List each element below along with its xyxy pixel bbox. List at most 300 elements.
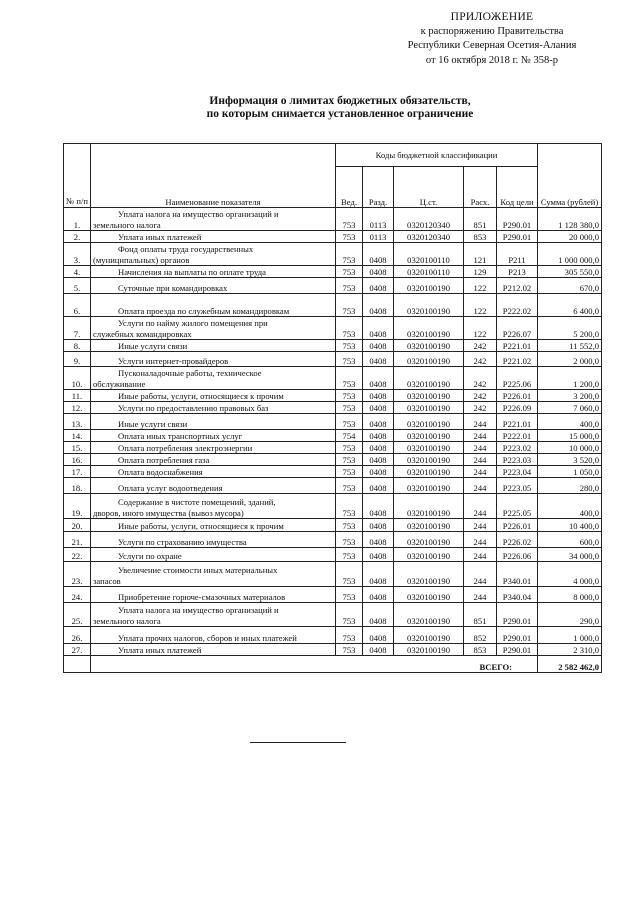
row-name-line: Уплата иных платежей [118,644,202,655]
signature-line [250,742,346,743]
row-cst: 0320120340 [394,208,464,231]
row-razd: 0408 [363,494,394,519]
row-ved: 754 [336,430,363,442]
row-sum: 2 310,0 [538,644,602,656]
row-name-line: Оплата иных транспортных услуг [118,430,243,441]
row-sum: 600,0 [538,532,602,548]
row-number: 18. [64,478,91,494]
row-name [91,231,336,243]
row-kod: P290.01 [497,627,538,644]
row-cst: 0320100190 [394,603,464,627]
header-date-line: от 16 октября 2018 г. № 358-р [425,54,559,66]
row-name [91,442,336,454]
row-cst: 0320100190 [394,340,464,352]
header-line-3: Республики Северная Осетия-Алания [407,40,577,51]
row-ras: 244 [464,478,497,494]
title-line-1: Информация о лимитах бюджетных обязательств, [209,95,471,107]
row-cst: 0320100190 [394,548,464,562]
row-name-line: Иные услуги связи [118,418,188,429]
row-razd: 0408 [363,317,394,340]
row-kod: P213 [497,266,538,278]
row-ras: 244 [464,519,497,532]
row-sum: 10 400,0 [538,519,602,532]
row-number: 25. [64,603,91,627]
row-name-line: дворов, иного имущества (вывоз мусора) [93,507,244,518]
table-row [64,627,602,644]
row-ved: 753 [336,494,363,519]
table-row [64,352,602,367]
row-name-line: земельного налога [93,615,161,626]
table-row [64,243,602,266]
row-ved: 753 [336,231,363,243]
row-kod: P223.02 [497,442,538,454]
row-sum: 290,0 [538,603,602,627]
row-name-line: Оплата услуг водоотведения [118,482,223,493]
row-sum: 3 200,0 [538,390,602,402]
row-ved: 753 [336,644,363,656]
row-ras: 853 [464,644,497,656]
table-row [64,442,602,454]
row-number: 9. [64,352,91,367]
row-number: 23. [64,562,91,587]
row-number: 16. [64,454,91,466]
row-sum: 34 000,0 [538,548,602,562]
table-body [64,208,602,656]
row-number: 7. [64,317,91,340]
row-name-line: Услуги по предоставлению правовых баз [118,402,269,413]
row-ras: 851 [464,208,497,231]
table-row [64,390,602,402]
row-name-line: Услуги по найму жилого помещения при [118,318,268,328]
row-ved: 753 [336,478,363,494]
row-kod: P226.02 [497,532,538,548]
row-cst: 0320120340 [394,231,464,243]
table-row [64,466,602,478]
row-ras: 244 [464,548,497,562]
row-ras: 122 [464,317,497,340]
col-header-sum: Сумма (рублей) [538,144,602,208]
row-name [91,603,336,627]
row-razd: 0408 [363,478,394,494]
row-cst: 0320100190 [394,402,464,414]
row-ved: 753 [336,243,363,266]
row-ved: 753 [336,390,363,402]
row-name [91,430,336,442]
row-name [91,414,336,430]
row-name [91,317,336,340]
row-razd: 0408 [363,243,394,266]
row-name [91,494,336,519]
row-name [91,352,336,367]
appendix-label: ПРИЛОЖЕНИЕ [450,11,534,23]
table-row [64,548,602,562]
row-name-line: обслуживание [93,378,146,389]
row-razd: 0408 [363,367,394,390]
row-razd: 0408 [363,340,394,352]
row-name [91,519,336,532]
row-ras: 851 [464,603,497,627]
row-ved: 753 [336,367,363,390]
row-number: 5. [64,278,91,294]
row-ved: 753 [336,402,363,414]
table-row [64,519,602,532]
total-row [64,656,602,673]
row-cst: 0320100190 [394,627,464,644]
row-name-line: Оплата потребления электроэнергии [118,442,253,453]
row-ved: 753 [336,466,363,478]
row-razd: 0408 [363,454,394,466]
row-razd: 0408 [363,587,394,603]
row-razd: 0408 [363,532,394,548]
table-row [64,644,602,656]
row-ras: 242 [464,402,497,414]
row-ras: 244 [464,442,497,454]
row-sum: 400,0 [538,414,602,430]
row-name-line: Уплата налога на имущество организаций и [118,605,279,615]
row-ras: 242 [464,352,497,367]
row-ved: 753 [336,562,363,587]
row-ved: 753 [336,317,363,340]
row-number: 24. [64,587,91,603]
row-sum: 15 000,0 [538,430,602,442]
row-ved: 753 [336,548,363,562]
row-ved: 753 [336,414,363,430]
total-empty-cell [64,656,91,673]
row-name [91,340,336,352]
row-sum: 1 000 000,0 [538,243,602,266]
row-kod: P221.01 [497,414,538,430]
row-ved: 753 [336,519,363,532]
row-number: 8. [64,340,91,352]
row-razd: 0408 [363,266,394,278]
row-ved: 753 [336,208,363,231]
row-cst: 0320100190 [394,430,464,442]
total-sum: 2 582 462,0 [538,656,602,673]
total-label: ВСЕГО: [91,656,538,673]
row-name [91,266,336,278]
row-name-line: Иные работы, услуги, относящиеся к прочим [118,520,284,531]
row-razd: 0408 [363,644,394,656]
row-kod: P225.06 [497,367,538,390]
row-cst: 0320100190 [394,442,464,454]
row-sum: 7 060,0 [538,402,602,414]
row-razd: 0408 [363,390,394,402]
row-sum: 1 200,0 [538,367,602,390]
row-number: 13. [64,414,91,430]
row-name [91,294,336,317]
row-kod: P290.01 [497,231,538,243]
row-ras: 244 [464,532,497,548]
row-number: 27. [64,644,91,656]
row-name [91,402,336,414]
row-razd: 0408 [363,352,394,367]
table-row [64,208,602,231]
row-ved: 753 [336,266,363,278]
row-ras: 122 [464,278,497,294]
row-name [91,627,336,644]
row-kod: P222.01 [497,430,538,442]
row-ved: 753 [336,294,363,317]
row-cst: 0320100110 [394,243,464,266]
row-sum: 1 050,0 [538,466,602,478]
row-razd: 0408 [363,562,394,587]
row-sum: 10 000,0 [538,442,602,454]
row-ras: 244 [464,466,497,478]
row-cst: 0320100190 [394,644,464,656]
row-razd: 0408 [363,414,394,430]
row-number: 4. [64,266,91,278]
row-name-line: Уплата иных платежей [118,231,202,242]
row-number: 11. [64,390,91,402]
row-number: 6. [64,294,91,317]
row-razd: 0408 [363,548,394,562]
row-kod: P290.01 [497,644,538,656]
row-ved: 753 [336,278,363,294]
row-kod: P223.03 [497,454,538,466]
row-kod: P226.09 [497,402,538,414]
row-kod: P222.02 [497,294,538,317]
table-row [64,430,602,442]
row-cst: 0320100190 [394,587,464,603]
row-ras: 242 [464,340,497,352]
document-header [372,10,612,68]
row-ved: 753 [336,352,363,367]
row-razd: 0408 [363,430,394,442]
table-row [64,454,602,466]
row-ved: 753 [336,454,363,466]
row-name-line: Оплата проезда по служебным командировкам [118,305,290,316]
table-row [64,294,602,317]
row-name-line: Услуги интернет-провайдеров [118,355,229,366]
row-cst: 0320100190 [394,454,464,466]
row-name [91,466,336,478]
row-name [91,587,336,603]
col-header-number: № п/п [64,144,91,208]
table-row [64,340,602,352]
row-cst: 0320100190 [394,532,464,548]
row-cst: 0320100190 [394,494,464,519]
document-title [120,95,560,121]
row-kod: P226.01 [497,390,538,402]
row-sum: 280,0 [538,478,602,494]
table-row [64,494,602,519]
row-name-line: Услуги по страхованию имущества [118,536,247,547]
row-ras: 244 [464,430,497,442]
row-razd: 0113 [363,231,394,243]
header-line-2: к распоряжению Правительства [420,25,564,37]
table-row [64,603,602,627]
row-name [91,367,336,390]
row-number: 19. [64,494,91,519]
row-razd: 0408 [363,466,394,478]
row-sum: 4 000,0 [538,562,602,587]
row-ras: 242 [464,390,497,402]
budget-limits-table [63,143,602,673]
col-header-ras: Расх. [464,167,497,208]
row-name [91,644,336,656]
row-cst: 0320100190 [394,478,464,494]
row-number: 10. [64,367,91,390]
row-number: 12. [64,402,91,414]
row-razd: 0408 [363,442,394,454]
row-name-line: Фонд оплаты труда государственных [118,244,254,254]
row-kod: P221.01 [497,340,538,352]
row-name [91,532,336,548]
row-kod: P223.05 [497,478,538,494]
row-name [91,548,336,562]
row-ved: 753 [336,603,363,627]
row-sum: 305 550,0 [538,266,602,278]
row-ras: 121 [464,243,497,266]
row-ras: 242 [464,367,497,390]
row-ras: 129 [464,266,497,278]
row-cst: 0320100110 [394,266,464,278]
row-kod: P211 [497,243,538,266]
row-number: 20. [64,519,91,532]
row-kod: P223.04 [497,466,538,478]
row-name-line: Увеличение стоимости иных материальных [118,565,278,575]
row-ras: 852 [464,627,497,644]
row-name-line: Иные работы, услуги, относящиеся к прочим [118,390,284,401]
row-ras: 244 [464,414,497,430]
row-kod: P290.01 [497,603,538,627]
row-ved: 753 [336,442,363,454]
row-razd: 0408 [363,294,394,317]
row-cst: 0320100190 [394,562,464,587]
table-row [64,278,602,294]
row-ras: 244 [464,494,497,519]
row-name-line: Уплата прочих налогов, сборов и иных платежей [118,632,297,643]
row-sum: 1 000,0 [538,627,602,644]
col-header-razd: Разд. [363,167,394,208]
row-name [91,454,336,466]
col-header-kod: Код цели [497,167,538,208]
row-cst: 0320100190 [394,414,464,430]
table-row [64,367,602,390]
table-row [64,562,602,587]
row-cst: 0320100190 [394,390,464,402]
row-cst: 0320100190 [394,278,464,294]
row-number: 14. [64,430,91,442]
row-ras: 244 [464,562,497,587]
row-name [91,390,336,402]
row-razd: 0408 [363,402,394,414]
row-name-line: Уплата налога на имущество организаций и [118,209,279,219]
table-row [64,532,602,548]
row-ras: 244 [464,587,497,603]
row-sum: 8 000,0 [538,587,602,603]
row-ved: 753 [336,627,363,644]
col-header-name: Наименование показателя [91,144,336,208]
row-number: 1. [64,208,91,231]
row-sum: 1 128 380,0 [538,208,602,231]
row-name-line: Начисления на выплаты по оплате труда [118,266,266,277]
col-header-codes: Коды бюджетной классификации [336,144,538,167]
col-header-cst: Ц.ст. [394,167,464,208]
row-kod: P221.02 [497,352,538,367]
row-cst: 0320100190 [394,466,464,478]
row-ras: 853 [464,231,497,243]
title-line-2: по которым снимается установленное ограничение [206,108,474,120]
row-name-line: Суточные при командировках [118,282,228,293]
row-cst: 0320100190 [394,317,464,340]
row-name-line: Приобретение горюче-смазочных материалов [118,591,286,602]
table-row [64,266,602,278]
table-row [64,402,602,414]
row-sum: 5 200,0 [538,317,602,340]
row-number: 21. [64,532,91,548]
row-name-line: Содержание в чистоте помещений, зданий, [118,497,276,507]
row-kod: P225.05 [497,494,538,519]
row-razd: 0408 [363,519,394,532]
row-name-line: Услуги по охране [118,550,182,561]
row-ved: 753 [336,340,363,352]
row-razd: 0113 [363,208,394,231]
row-name-line: Иные услуги связи [118,340,188,351]
row-sum: 400,0 [538,494,602,519]
row-kod: P340.01 [497,562,538,587]
row-name-line: Оплата водоснабжения [118,466,203,477]
row-number: 26. [64,627,91,644]
row-number: 3. [64,243,91,266]
row-number: 17. [64,466,91,478]
row-name-line: Оплата потребления газа [118,454,210,465]
row-kod: P212.02 [497,278,538,294]
row-name-line: служебных командировках [93,328,192,339]
row-name-line: Пусконаладочные работы, техническое [118,368,262,378]
row-sum: 20 000,0 [538,231,602,243]
row-kod: P290.01 [497,208,538,231]
row-kod: P226.01 [497,519,538,532]
row-name [91,562,336,587]
row-sum: 6 400,0 [538,294,602,317]
row-razd: 0408 [363,603,394,627]
row-name [91,208,336,231]
row-cst: 0320100190 [394,294,464,317]
row-ved: 753 [336,587,363,603]
row-sum: 11 552,0 [538,340,602,352]
table-row [64,478,602,494]
row-cst: 0320100190 [394,519,464,532]
table-row [64,231,602,243]
row-name-line: (муниципальных) органов [93,254,190,265]
row-number: 2. [64,231,91,243]
row-sum: 670,0 [538,278,602,294]
row-number: 15. [64,442,91,454]
row-sum: 2 000,0 [538,352,602,367]
row-kod: P226.07 [497,317,538,340]
row-name [91,478,336,494]
row-ras: 244 [464,454,497,466]
row-cst: 0320100190 [394,352,464,367]
row-ved: 753 [336,532,363,548]
row-kod: P226.06 [497,548,538,562]
table-row [64,587,602,603]
row-name-line: запасов [93,575,121,586]
row-name-line: земельного налога [93,219,161,230]
row-ras: 122 [464,294,497,317]
row-razd: 0408 [363,278,394,294]
row-cst: 0320100190 [394,367,464,390]
table-row [64,414,602,430]
row-kod: P340.04 [497,587,538,603]
table-row [64,317,602,340]
row-name [91,278,336,294]
row-name [91,243,336,266]
col-header-ved: Вед. [336,167,363,208]
row-razd: 0408 [363,627,394,644]
row-number: 22. [64,548,91,562]
